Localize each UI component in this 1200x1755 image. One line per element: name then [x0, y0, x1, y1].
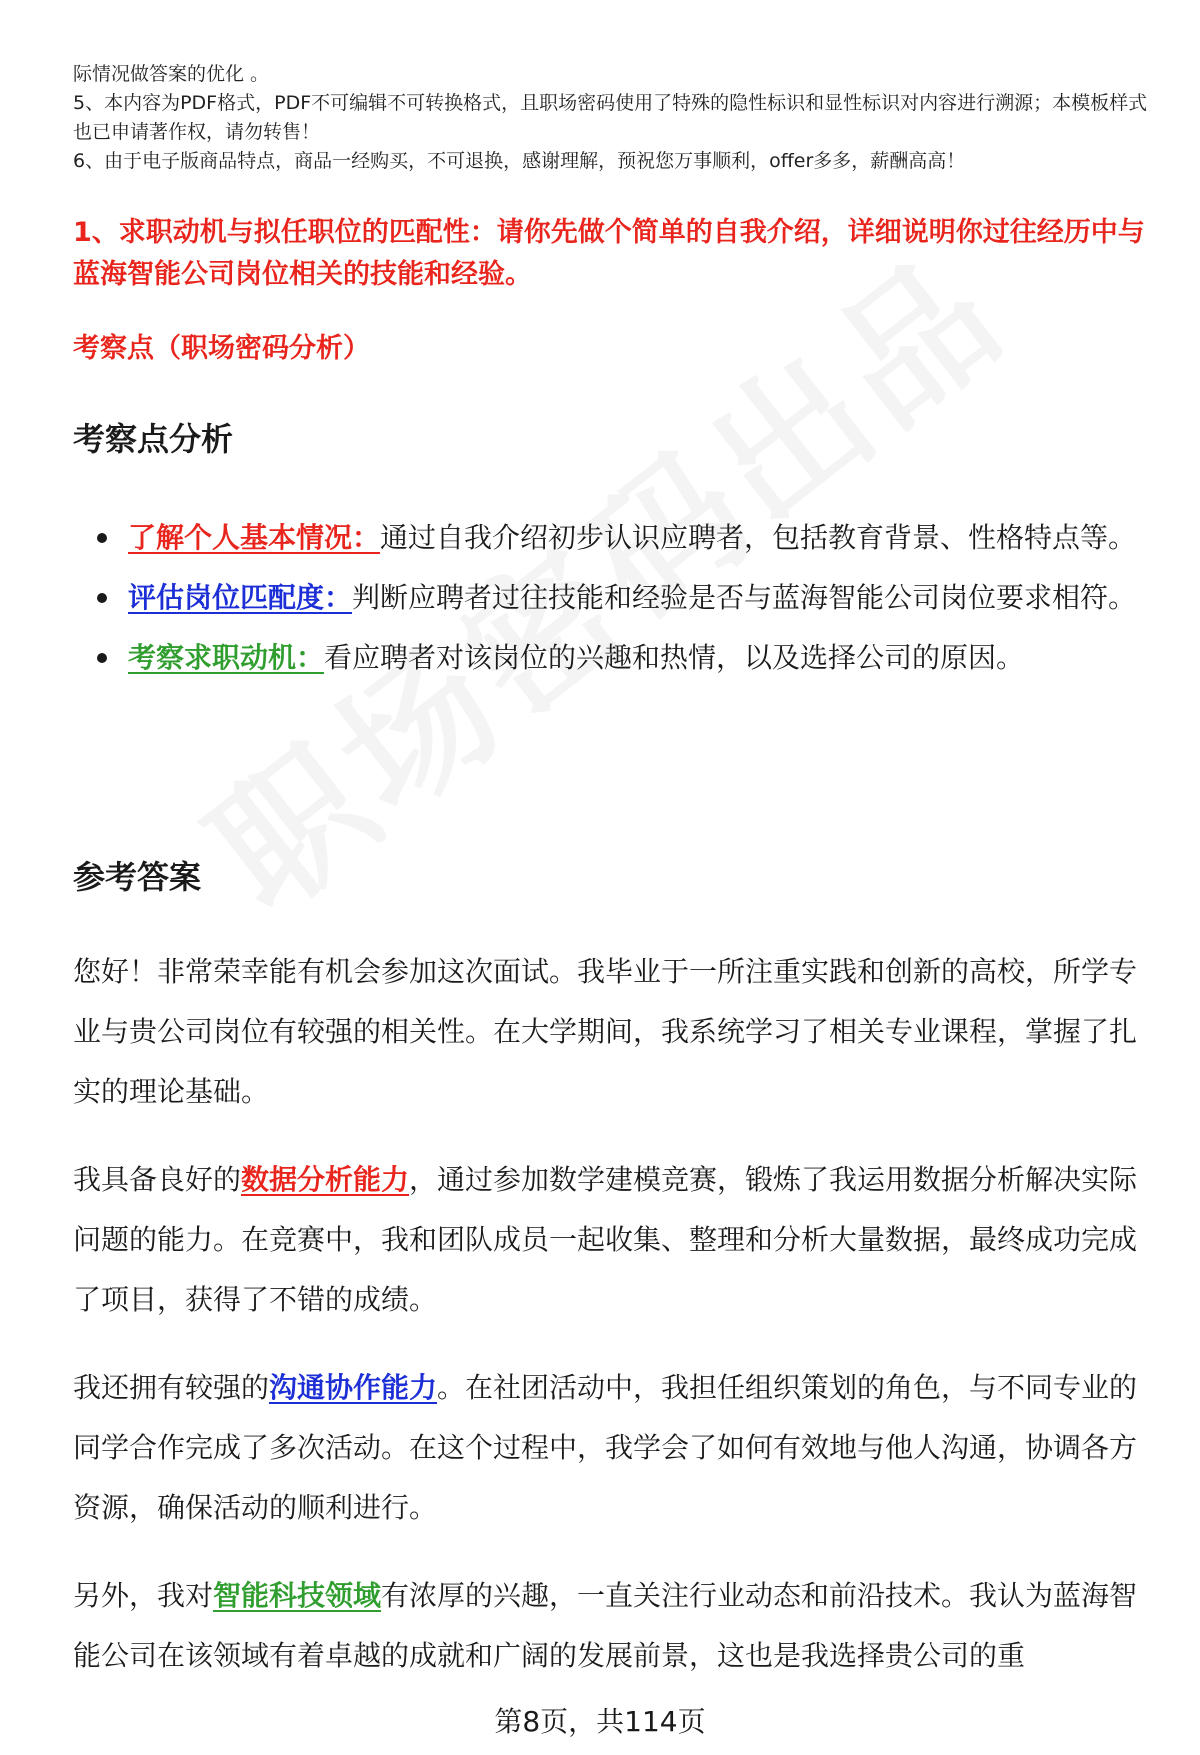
answer-heading: 参考答案: [73, 858, 202, 896]
answer-paragraph: [73, 1566, 1158, 1686]
answer-text: ，通过参加数学建模竞赛，锻炼了我运用数据分析解决实际问题的能力。在竞赛中，我和团队成员一起收集、整理和分析大量数据，最终成功完成了项目，获得了不错的成绩。: [73, 1163, 1138, 1316]
analysis-keyword: 评估岗位匹配度：: [128, 581, 353, 614]
note-line: 5、本内容为PDF格式，PDF不可编辑不可转换格式，且职场密码使用了特殊的隐性标识和显性标识对内容进行溯源；本模板样式也已申请著作权，请勿转售！: [73, 92, 1148, 143]
answer-highlight: 智能科技领域: [213, 1579, 382, 1612]
analysis-text: 看应聘者对该岗位的兴趣和热情，以及选择公司的原因。: [324, 641, 1025, 674]
analysis-text: 通过自我介绍初步认识应聘者，包括教育背景、性格特点等。: [380, 521, 1137, 554]
answer-text: 。在社团活动中，我担任组织策划的角色，与不同专业的同学合作完成了多次活动。在这个过程中，我学会了如何有效地与他人沟通，协调各方资源，确保活动的顺利进行。: [73, 1371, 1138, 1524]
question-title: 1、求职动机与拟任职位的匹配性：请你先做个简单的自我介绍，详细说明你过往经历中与蓝海智能公司岗位相关的技能和经验。: [73, 217, 1145, 290]
answer-paragraph: [73, 1358, 1158, 1538]
bullet-icon: [97, 593, 107, 603]
list-item: [73, 508, 1153, 568]
focus-label: 考察点（职场密码分析）: [73, 333, 370, 364]
bullet-icon: [97, 533, 107, 543]
bullet-icon: [97, 653, 107, 663]
list-item: [73, 568, 1153, 628]
analysis-text: 判断应聘者过往技能和经验是否与蓝海智能公司岗位要求相符。: [352, 581, 1137, 614]
answer-highlight: 数据分析能力: [241, 1163, 410, 1196]
answer-text: 有浓厚的兴趣，一直关注行业动态和前沿技术。我认为蓝海智能公司在该领域有着卓越的成就和广阔的发展前景，这也是我选择贵公司的重: [73, 1579, 1138, 1672]
analysis-list: [73, 508, 1153, 688]
analysis-keyword: 考察求职动机：: [128, 641, 325, 674]
analysis-keyword: 了解个人基本情况：: [128, 521, 381, 554]
answer-text: 我还拥有较强的: [73, 1371, 270, 1404]
answer-text: 我具备良好的: [73, 1163, 242, 1196]
analysis-heading: 考察点分析: [73, 420, 234, 458]
answer-highlight: 沟通协作能力: [269, 1371, 438, 1404]
answer-paragraph: 您好！非常荣幸能有机会参加这次面试。我毕业于一所注重实践和创新的高校，所学专业与贵公司岗位有较强的相关性。在大学期间，我系统学习了相关专业课程，掌握了扎实的理论基础。: [73, 955, 1138, 1108]
list-item: [73, 628, 1153, 688]
note-line: 际情况做答案的优化 。: [73, 63, 270, 85]
notes-block: [73, 60, 1163, 176]
answer-text: 另外，我对: [73, 1579, 214, 1612]
answer-paragraph: [73, 1150, 1158, 1330]
page-number: 第8页，共114页: [494, 1705, 706, 1738]
note-line: 6、由于电子版商品特点，商品一经购买，不可退换，感谢理解，预祝您万事顺利，offer多多，薪酬高高！: [73, 150, 966, 172]
